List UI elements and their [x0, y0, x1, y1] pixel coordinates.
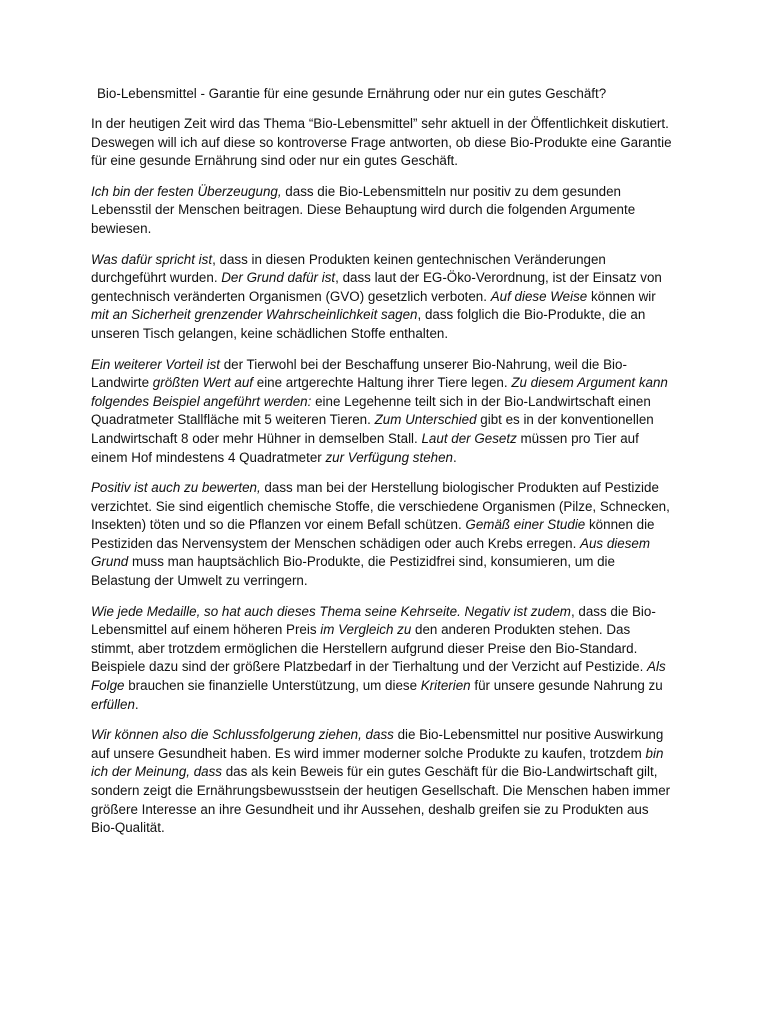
paragraph	[91, 603, 673, 715]
italic-text-run: Gemäß einer Studie	[465, 517, 586, 533]
text-run: die Bio-Lebensmittel nur positive Auswirkung auf unsere Gesundheit haben. Es wird immer moderner solche Produkte zu kaufen, trotzdem	[91, 727, 664, 761]
italic-text-run: Auf diese Weise	[490, 288, 588, 304]
italic-text-run: größten Wert auf	[152, 375, 254, 391]
italic-text-run: Der Grund dafür ist	[221, 270, 336, 286]
italic-text-run: mit an Sicherheit grenzender Wahrscheinlichkeit sagen	[91, 307, 418, 323]
paragraph	[91, 183, 673, 239]
paragraph	[91, 115, 673, 171]
italic-text-run: Zum Unterschied	[374, 412, 477, 428]
italic-text-run: Was dafür spricht ist	[91, 251, 213, 267]
paragraph	[91, 726, 673, 838]
text-run: gibt es in der konventionellen Landwirtschaft 8 oder mehr Hühner in demselben Stall.	[91, 412, 654, 446]
italic-text-run: im Vergleich zu	[320, 622, 412, 638]
text-run: das als kein Beweis für ein gutes Geschäft für die Bio-Landwirtschaft gilt, sondern zeigt die Ernährungsbewusstsein der heutigen Gesellschaft. Die Menschen haben immer größere Interesse an ihre Gesundheit und ihr Aussehen, deshalb greifen sie zu Produkten aus Bio-Qualität.	[91, 764, 671, 836]
paragraph	[91, 251, 673, 344]
text-run: .	[453, 449, 457, 465]
text-run: , dass in diesen Produkten keinen gentechnischen Veränderungen durchgeführt wurden.	[91, 251, 606, 286]
text-run: .	[134, 696, 139, 712]
document-body	[91, 115, 673, 838]
italic-text-run: Als Folge	[91, 659, 666, 694]
paragraph	[91, 479, 673, 591]
text-run: , dass laut der EG-Öko-Verordnung, ist der Einsatz von gentechnisch veränderten Organismen (GVO) gesetzlich verboten.	[91, 270, 662, 304]
text-run: , dass die Bio-Lebensmittel auf einem höheren Preis	[91, 603, 656, 638]
italic-text-run: erfüllen	[91, 696, 135, 712]
document-title: Bio-Lebensmittel - Garantie für eine gesunde Ernährung oder nur ein gutes Geschäft?	[97, 86, 607, 101]
text-run: brauchen sie finanzielle Unterstützung, um diese	[124, 678, 421, 694]
text-run: für unsere gesunde Nahrung zu	[470, 678, 663, 694]
text-run: der Tierwohl bei der Beschaffung unserer Bio-Nahrung, weil die Bio-Landwirte	[91, 356, 627, 391]
italic-text-run: Wie jede Medaille, so hat auch dieses Thema seine Kehrseite. Negativ ist zudem	[91, 603, 571, 619]
italic-text-run: Ein weiterer Vorteil ist	[91, 356, 220, 372]
text-run: eine Legehenne teilt sich in der Bio-Landwirtschaft einen Quadratmeter Stallfläche mit 5 weiteren Tieren.	[91, 393, 651, 428]
italic-text-run: zur Verfügung stehen	[325, 449, 453, 465]
text-run: dass die Bio-Lebensmitteln nur positiv zu dem gesunden Lebensstil der Menschen beitragen. Diese Behauptung wird durch die folgenden Argumente bewiesen.	[91, 183, 636, 236]
text-run: den anderen Produkten stehen. Das stimmt, aber trotzdem ermöglichen die Herstellern aufgrund dieser Preise den Bio-Standard. Beispiele dazu sind der größere Platzbedarf in der Tierhaltung und der Verzicht auf Pestizide.	[91, 622, 648, 675]
text-run: , dass folglich die Bio-Produkte, die an unseren Tisch gelangen, keine schädlichen Stoffe enthalten.	[91, 307, 646, 341]
italic-text-run: Laut der Gesetz	[421, 430, 517, 446]
text-run: In der heutigen Zeit wird das Thema “Bio-Lebensmittel” sehr aktuell in der Öffentlichkeit diskutiert. Deswegen will ich auf diese so kontroverse Frage antworten, ob diese Bio-Produkte eine Garantie für eine gesunde Ernährung sind oder nur ein gutes Geschäft.	[91, 116, 672, 169]
italic-text-run: Aus diesem Grund	[91, 535, 650, 570]
text-run: eine artgerechte Haltung ihrer Tiere legen.	[253, 375, 512, 391]
italic-text-run: Ich bin der festen Überzeugung,	[91, 183, 282, 199]
paragraph	[91, 356, 673, 468]
italic-text-run: Positiv ist auch zu bewerten,	[91, 480, 261, 496]
italic-text-run: bin ich der Meinung, dass	[91, 745, 664, 780]
text-run: können die Pestiziden das Nervensystem der Menschen schädigen oder auch Krebs erregen.	[91, 517, 655, 551]
italic-text-run: Wir können also die Schlussfolgerung ziehen, dass	[91, 727, 394, 743]
italic-text-run: Kriterien	[420, 678, 471, 694]
text-run: muss man hauptsächlich Bio-Produkte, die Pestizidfrei sind, konsumieren, um die Belastung der Umwelt zu verringern.	[91, 554, 615, 589]
text-run: dass man bei der Herstellung biologischer Produkten auf Pestizide verzichtet. Sie sind eigentlich chemische Stoffe, die verschiedene Organismen (Pilze, Schnecken, Insekten) töten und so die Pflanzen vor einem Befall schützen.	[91, 480, 670, 533]
text-run: können wir	[587, 288, 656, 304]
italic-text-run: Zu diesem Argument kann folgendes Beispiel angeführt werden:	[91, 375, 668, 409]
text-run: müssen pro Tier auf einem Hof mindestens 4 Quadratmeter	[91, 430, 639, 465]
